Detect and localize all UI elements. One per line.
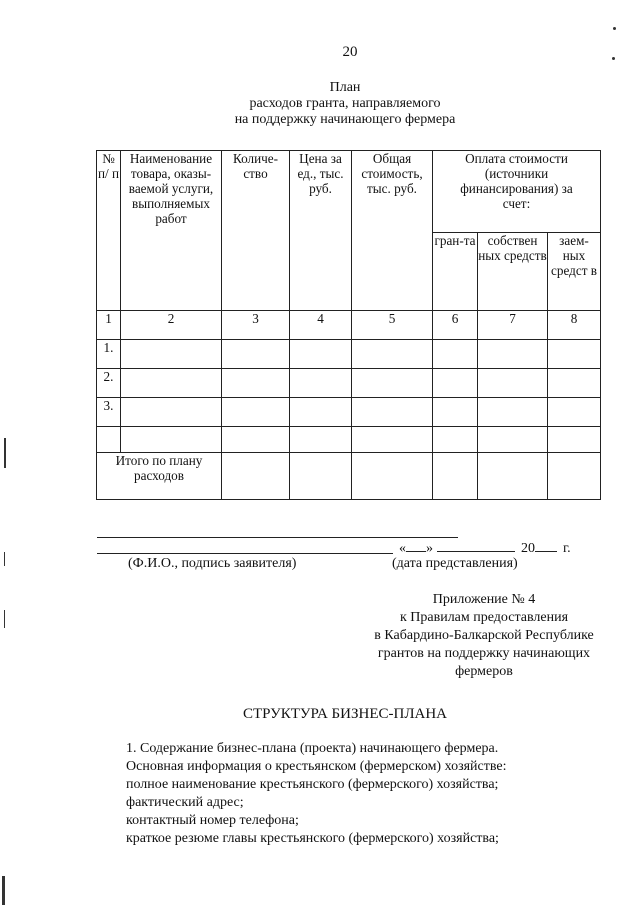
date-caption: (дата представления) bbox=[392, 556, 518, 571]
row-number: 3. bbox=[97, 398, 121, 427]
appendix-line: грантов на поддержку начинающих bbox=[377, 646, 591, 661]
header-payment-sources: Оплата стоимости (источники финансирования) за счет: bbox=[433, 151, 601, 233]
plan-title-line: на поддержку начинающего фермера bbox=[234, 112, 456, 127]
column-number: 6 bbox=[433, 311, 478, 340]
close-quote: » bbox=[426, 541, 433, 556]
open-quote: « bbox=[399, 541, 406, 556]
date-field bbox=[399, 538, 571, 557]
year-suffix: г. bbox=[563, 541, 571, 556]
header-item-name: Наименование товара, оказы-ваемой услуги, выполняемых работ bbox=[121, 151, 222, 311]
header-total-cost: Общая стоимость, тыс. руб. bbox=[352, 151, 433, 311]
day-blank bbox=[406, 538, 426, 552]
header-grant: гран-та bbox=[433, 233, 478, 311]
structure-title: СТРУКТУРА БИЗНЕС-ПЛАНА bbox=[242, 706, 447, 722]
fio-caption: (Ф.И.О., подпись заявителя) bbox=[128, 556, 297, 571]
scan-margin-mark bbox=[4, 552, 5, 566]
content-line: краткое резюме главы крестьянского (фермерского) хозяйства; bbox=[126, 831, 499, 846]
scan-speck bbox=[613, 27, 616, 30]
column-number: 3 bbox=[222, 311, 290, 340]
page-number: 20 bbox=[342, 44, 358, 60]
column-number: 4 bbox=[290, 311, 352, 340]
plan-title-line: План bbox=[329, 80, 361, 95]
plan-title bbox=[0, 80, 640, 128]
appendix-line: Приложение № 4 bbox=[432, 592, 536, 607]
grant-expense-table bbox=[96, 150, 601, 500]
structure-content bbox=[126, 740, 507, 848]
year-prefix: 20 bbox=[521, 541, 535, 556]
row-number bbox=[97, 427, 121, 453]
total-label: Итого по плану расходов bbox=[97, 453, 222, 500]
column-number: 1 bbox=[97, 311, 121, 340]
header-row-number: № п/ п bbox=[97, 151, 121, 311]
column-number: 2 bbox=[121, 311, 222, 340]
table-row bbox=[97, 427, 601, 453]
header-own-funds: собствен ных средств bbox=[478, 233, 548, 311]
table-row bbox=[97, 369, 601, 398]
total-row bbox=[97, 453, 601, 500]
content-line: фактический адрес; bbox=[126, 795, 244, 810]
month-blank bbox=[437, 538, 515, 552]
scan-margin-mark bbox=[4, 610, 5, 628]
content-line: 1. Содержание бизнес-плана (проекта) начинающего фермера. bbox=[126, 741, 499, 756]
appendix-line: в Кабардино-Балкарской Республике bbox=[374, 628, 594, 643]
scan-margin-mark bbox=[2, 876, 5, 905]
header-unit-price: Цена за ед., тыс. руб. bbox=[290, 151, 352, 311]
content-line: Основная информация о крестьянском (фермерском) хозяйстве: bbox=[126, 759, 507, 774]
column-number: 7 bbox=[478, 311, 548, 340]
scan-margin-mark bbox=[4, 438, 6, 468]
row-number: 1. bbox=[97, 340, 121, 369]
column-number: 5 bbox=[352, 311, 433, 340]
table-row bbox=[97, 340, 601, 369]
year-blank bbox=[535, 538, 557, 552]
appendix-line: фермеров bbox=[455, 664, 513, 679]
row-number: 2. bbox=[97, 369, 121, 398]
table-row bbox=[97, 398, 601, 427]
appendix-line: к Правилам предоставления bbox=[399, 610, 569, 625]
plan-title-line: расходов гранта, направляемого bbox=[249, 96, 441, 111]
scan-speck bbox=[612, 57, 615, 60]
appendix-header bbox=[340, 591, 628, 681]
fio-signature-line bbox=[97, 553, 393, 554]
content-line: полное наименование крестьянского (фермерского) хозяйства; bbox=[126, 777, 499, 792]
content-line: контактный номер телефона; bbox=[126, 813, 299, 828]
column-number-row bbox=[97, 311, 601, 340]
header-borrowed-funds: заем-ных средст в bbox=[548, 233, 601, 311]
column-number: 8 bbox=[548, 311, 601, 340]
header-quantity: Количе-ство bbox=[222, 151, 290, 311]
